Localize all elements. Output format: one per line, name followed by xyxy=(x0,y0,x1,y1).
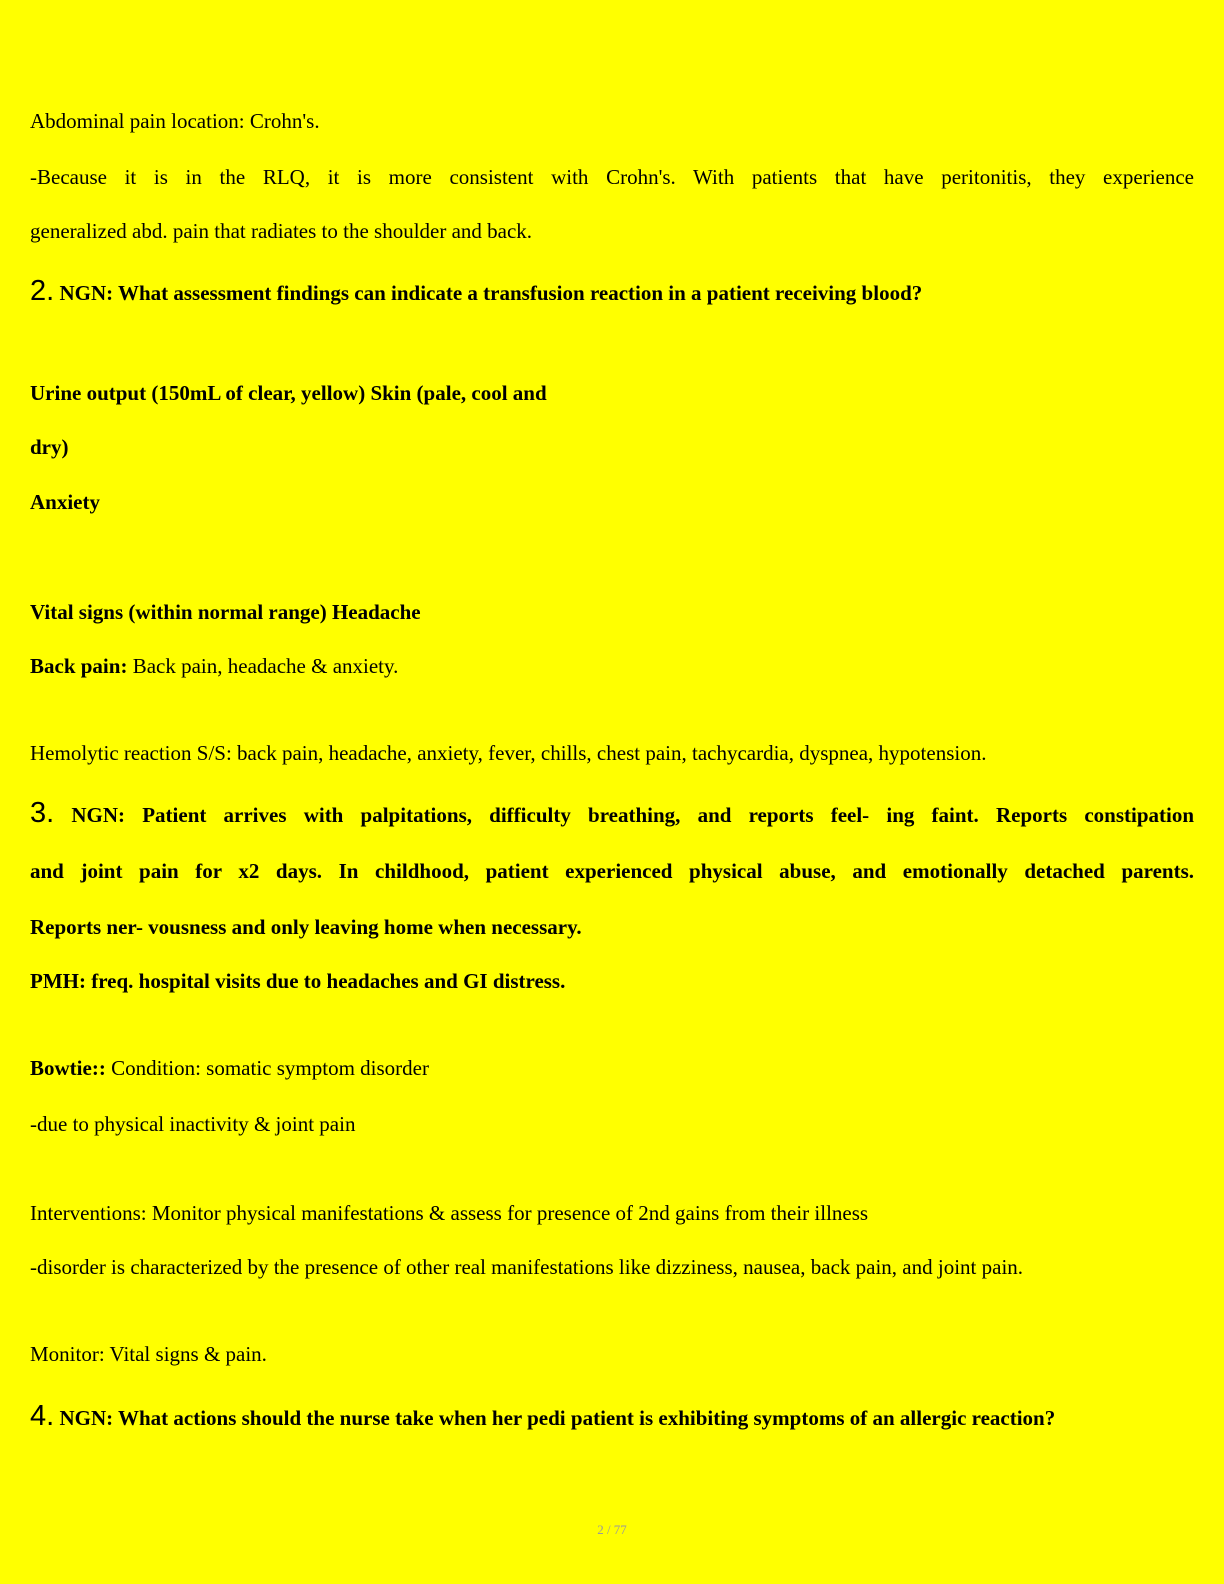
text-line xyxy=(30,1055,429,1081)
text-line: generalized abd. pain that radiates to the shoulder and back. xyxy=(30,219,533,243)
text-line: Urine output (150mL of clear, yellow) Skin (pale, cool and xyxy=(30,381,547,405)
text-line: Interventions: Monitor physical manifestations & assess for presence of 2nd gains from their illness xyxy=(30,1201,869,1225)
inline-label: Back pain: xyxy=(30,654,128,678)
question-text: NGN: Patient arrives with palpitations, difficulty breathing, and reports feel- ing faint. Reports constipation xyxy=(71,803,1194,827)
question-number: 3. xyxy=(30,797,55,829)
question-number: 4. xyxy=(30,1400,55,1432)
question-number: 2. xyxy=(30,275,55,307)
question-text: NGN: What assessment findings can indicate a transfusion reaction in a patient receiving blood? xyxy=(59,281,923,305)
text-line: Anxiety xyxy=(30,490,100,514)
question-text-line: Reports ner- vousness and only leaving home when necessary. xyxy=(30,915,582,939)
text-line xyxy=(30,653,398,679)
text-line: dry) xyxy=(30,435,69,459)
question-heading-3 xyxy=(30,797,1194,829)
inline-text: Back pain, headache & anxiety. xyxy=(132,654,399,678)
inline-text: Condition: somatic symptom disorder xyxy=(111,1056,429,1080)
text-line: Monitor: Vital signs & pain. xyxy=(30,1342,267,1366)
text-line: -due to physical inactivity & joint pain xyxy=(30,1112,356,1136)
question-heading-2 xyxy=(30,275,923,307)
text-line: Vital signs (within normal range) Headache xyxy=(30,600,421,624)
text-line: Hemolytic reaction S/S: back pain, headache, anxiety, fever, chills, chest pain, tachycardia, dyspnea, hypotension. xyxy=(30,741,987,765)
text-line: Abdominal pain location: Crohn's. xyxy=(30,109,320,133)
question-text: NGN: What actions should the nurse take when her pedi patient is exhibiting symptoms of an allergic reaction? xyxy=(59,1406,1056,1430)
text-line: -disorder is characterized by the presence of other real manifestations like dizziness, nausea, back pain, and joint pain. xyxy=(30,1255,1024,1279)
text-line: -Because it is in the RLQ, it is more consistent with Crohn's. With patients that have peritonitis, they experience xyxy=(30,165,1194,189)
text-line: PMH: freq. hospital visits due to headaches and GI distress. xyxy=(30,969,566,993)
question-text-line: and joint pain for x2 days. In childhood, patient experienced physical abuse, and emotionally detached parents. xyxy=(30,859,1194,883)
inline-label: Bowtie:: xyxy=(30,1056,106,1080)
question-heading-4 xyxy=(30,1400,1056,1432)
page-indicator: 2 / 77 xyxy=(597,1522,627,1537)
